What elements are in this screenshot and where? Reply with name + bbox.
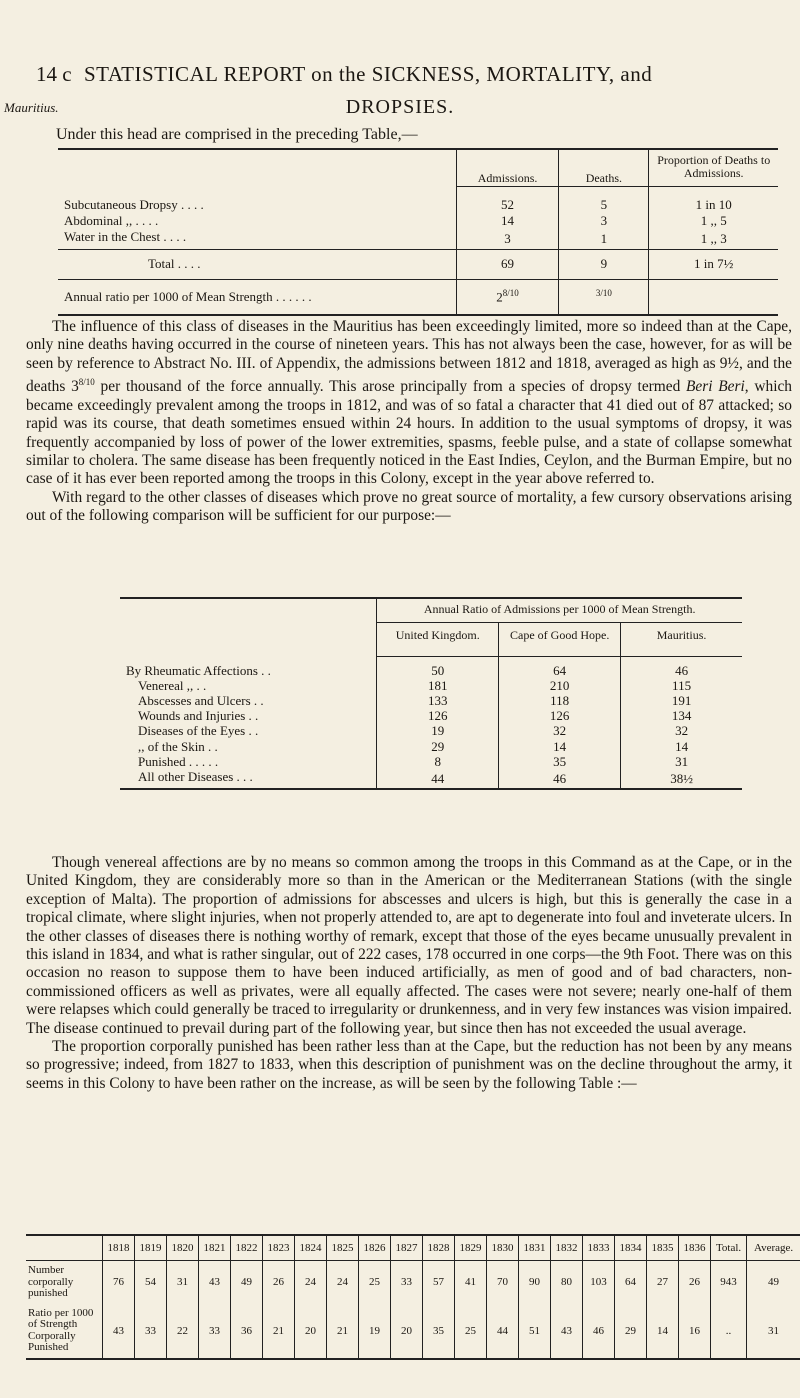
side-note: Mauritius. [4, 100, 59, 115]
year-header: 1829 [455, 1235, 487, 1261]
table-cell: 26 [263, 1261, 295, 1304]
page-number: 14 c [36, 62, 72, 86]
year-header: 1827 [391, 1235, 423, 1261]
year-header: 1833 [583, 1235, 615, 1261]
punishment-table [26, 1234, 800, 1360]
table-cell: 76 [103, 1261, 135, 1304]
col-deaths: Deaths. [559, 149, 649, 187]
table-cell: 33 [199, 1304, 231, 1359]
table-cell: 80 [551, 1261, 583, 1304]
table-row: Number corporally punished 76 54 31 43 49 26 24 24 25 33 57 41 70 90 80 103 64 27 26 943 49 [26, 1261, 800, 1304]
table-cell: 43 [551, 1304, 583, 1359]
paragraph-punished: The proportion corporally punished has been rather less than at the Cape, but the reduction has not been by any means so progressive; indeed, from 1827 to 1833, when this description of punishment was on the decline throughout the army, it seems in this Colony to have been rather on the increase, as will be seen by the following Table :— [26, 1038, 792, 1092]
year-header: 1830 [487, 1235, 519, 1261]
ratio-row: Annual ratio per 1000 of Mean Strength . . . . . . $2^{8/10}$ $^{3/10}$ [58, 279, 778, 315]
table-cell: 70 [487, 1261, 519, 1304]
table-cell: 33 [391, 1261, 423, 1304]
year-header: 1821 [199, 1235, 231, 1261]
year-header: 1823 [263, 1235, 295, 1261]
table-row: Water in the Chest . . . . 3 1 1 ,, 3 [58, 229, 778, 250]
total-row: Total . . . . 69 9 1 in 7½ [58, 249, 778, 279]
table-cell: 103 [583, 1261, 615, 1304]
table-cell: 26 [679, 1261, 711, 1304]
table-cell: 21 [263, 1304, 295, 1359]
table-cell: 49 [231, 1261, 263, 1304]
table-row: Venereal ,, . . 181 210 115 [120, 678, 742, 693]
table-row: Ratio per 1000 of Strength Corporally Punished 43 33 22 33 36 21 20 21 19 20 35 25 44 51 43 46 29 14 16 .. 31 [26, 1304, 800, 1359]
year-header: 1836 [679, 1235, 711, 1261]
dropsies-table [58, 148, 778, 316]
table-cell: 20 [391, 1304, 423, 1359]
table-cell: 46 [583, 1304, 615, 1359]
year-header: 1832 [551, 1235, 583, 1261]
paragraph-beri-beri: The influence of this class of diseases in the Mauritius has been exceedingly limited, more so indeed than at the Cape, only nine deaths having occurred in the course of nineteen years. This has not always been the case, however, for as will be seen by reference to Abstract No. III. of Appendix, the admissions between 1812 and 1818, averaged as high as 9½, and the deaths $3^{8/10}$ per thousand of the force annually. This arose principally from a species of dropsy termed Beri Beri, which became exceedingly prevalent among the troops in 1812, and was of so fatal a character that 41 died out of 87 attacked; so rapid was its course, that death sometimes ensued within 24 hours. In addition to the usual symptoms of dropsy, it was frequently accompanied by loss of power of the lower extremities, spasms, feeble pulse, and a state of collapse somewhat similar to cholera. The same disease has been frequently noticed in the East Indies, Ceylon, and the Burman Empire, but no case of it has ever been reported among the troops in this Colony, except in the year above referred to. With regard to the other classes of diseases which prove no great source of mortality, a few cursory observations arising out of the following comparison will be sufficient for our purpose:— [26, 318, 792, 525]
table-cell: 24 [327, 1261, 359, 1304]
group-header: Annual Ratio of Admissions per 1000 of Mean Strength. [377, 598, 742, 623]
table-row: Punished . . . . . 8 35 31 [120, 754, 742, 769]
year-header: 1820 [167, 1235, 199, 1261]
table-row: By Rheumatic Affections . . 50 64 46 [120, 663, 742, 678]
table-cell: 49 [768, 1276, 780, 1289]
col-proportion: Proportion of Deaths to Admissions. [649, 149, 778, 187]
year-header: Average. [747, 1235, 800, 1261]
table-cell: 29 [615, 1304, 647, 1359]
table-row: All other Diseases . . . 44 46 38½ [120, 769, 742, 789]
table-row: Diseases of the Eyes . . 19 32 32 [120, 723, 742, 738]
table-row: ,, of the Skin . . 29 14 14 [120, 739, 742, 754]
year-header: 1822 [231, 1235, 263, 1261]
year-header: 1828 [423, 1235, 455, 1261]
table-cell: 64 [615, 1261, 647, 1304]
table-cell: 43 [103, 1304, 135, 1359]
table-cell: 25 [455, 1304, 487, 1359]
year-header: 1824 [295, 1235, 327, 1261]
year-header: 1826 [359, 1235, 391, 1261]
table-cell: .. [711, 1304, 747, 1359]
paragraph-comparison: With regard to the other classes of diseases which prove no great source of mortality, a few cursory observations arising out of the following comparison will be sufficient for our purpose:— [26, 488, 792, 525]
paragraph-venereal: Though venereal affections are by no means so common among the troops in this Command as at the Cape, or in the United Kingdom, they are considerably more so than in the American or the Mediterranean Stations (with the single exception of Malta). The proportion of admissions for abscesses and ulcers is high, but this is generally the case in a tropical climate, where slight injuries, when not properly attended to, are apt to degenerate into foul and inveterate ulcers. In the other classes of diseases there is nothing worthy of remark, except that those of the eyes became unusually prevalent in this island in 1834, and what is rather singular, out of 222 cases, 178 occurred in one corps—the 9th Foot. There was on this occasion no reason to suppose them to have been induced artificially, as men of good and of bad characters, non-commissioned officers as well as privates, were all equally affected. The cases were not severe; nearly one-half of them were relapses which could generally be traced to irregularity or drunkenness, and in very few instances was vision impaired. The disease continued to prevail during part of the following year, but since then has not exceeded the usual average. The proportion corporally punished has been rather less than at the Cape, but the reduction has not been by any means so progressive; indeed, from 1827 to 1833, when this description of punishment was on the decline throughout the army, it seems in this Colony to have been rather on the increase, as will be seen by the following Table :— [26, 854, 792, 1092]
table-cell: 31 [167, 1261, 199, 1304]
table-cell: 43 [199, 1261, 231, 1304]
table-cell: 44 [487, 1304, 519, 1359]
year-header: 1818 [103, 1235, 135, 1261]
table-row: Subcutaneous Dropsy . . . . 52 5 1 in 10 [58, 197, 778, 213]
year-header: 1835 [647, 1235, 679, 1261]
table-cell: 20 [295, 1304, 327, 1359]
year-header: Total. [711, 1235, 747, 1261]
table-cell: 57 [423, 1261, 455, 1304]
intro-line: Under this head are comprised in the preceding Table,— [56, 126, 418, 143]
table-cell: 943 [711, 1261, 747, 1304]
table-cell: 51 [519, 1304, 551, 1359]
table-cell: 21 [327, 1304, 359, 1359]
table-cell: 54 [135, 1261, 167, 1304]
table-cell: 90 [519, 1261, 551, 1304]
year-header: 1831 [519, 1235, 551, 1261]
table-row: Abscesses and Ulcers . . 133 118 191 [120, 693, 742, 708]
table-cell: 41 [455, 1261, 487, 1304]
table-cell: 16 [679, 1304, 711, 1359]
table-cell: 22 [167, 1304, 199, 1359]
section-title: DROPSIES. [345, 96, 455, 118]
table-cell: 25 [359, 1261, 391, 1304]
year-header: 1825 [327, 1235, 359, 1261]
table-cell: 14 [647, 1304, 679, 1359]
table-row: Abdominal ,, . . . . 14 3 1 ,, 5 [58, 213, 778, 229]
col-admissions: Admissions. [456, 149, 559, 187]
table-cell: 19 [359, 1304, 391, 1359]
running-head: STATISTICAL REPORT on the SICKNESS, MORTALITY, and [84, 62, 653, 86]
year-header: 1819 [135, 1235, 167, 1261]
comparison-table: Annual Ratio of Admissions per 1000 of Mean Strength. United Kingdom. Cape of Good Hope. Mauritius. By Rheumatic Affections . . 50 64 46 Venereal ,, . . 181 210 115 Abscesses and Ulcers . . 133 118 191 Wounds and Injuries . . 126 126 134 Diseases of the Eyes . . 19 32 32 ,, of the Skin . . 29 14 14 Punished . . . . . 8 35 31 All other Diseases . . . 44 46 38½ [120, 597, 742, 790]
table-cell: 33 [135, 1304, 167, 1359]
table-cell: 36 [231, 1304, 263, 1359]
table-cell: 35 [423, 1304, 455, 1359]
table-cell: 24 [295, 1261, 327, 1304]
table-cell: 27 [647, 1261, 679, 1304]
table-row: Wounds and Injuries . . 126 126 134 [120, 708, 742, 723]
year-header: 1834 [615, 1235, 647, 1261]
table-cell: 31 [747, 1304, 800, 1359]
